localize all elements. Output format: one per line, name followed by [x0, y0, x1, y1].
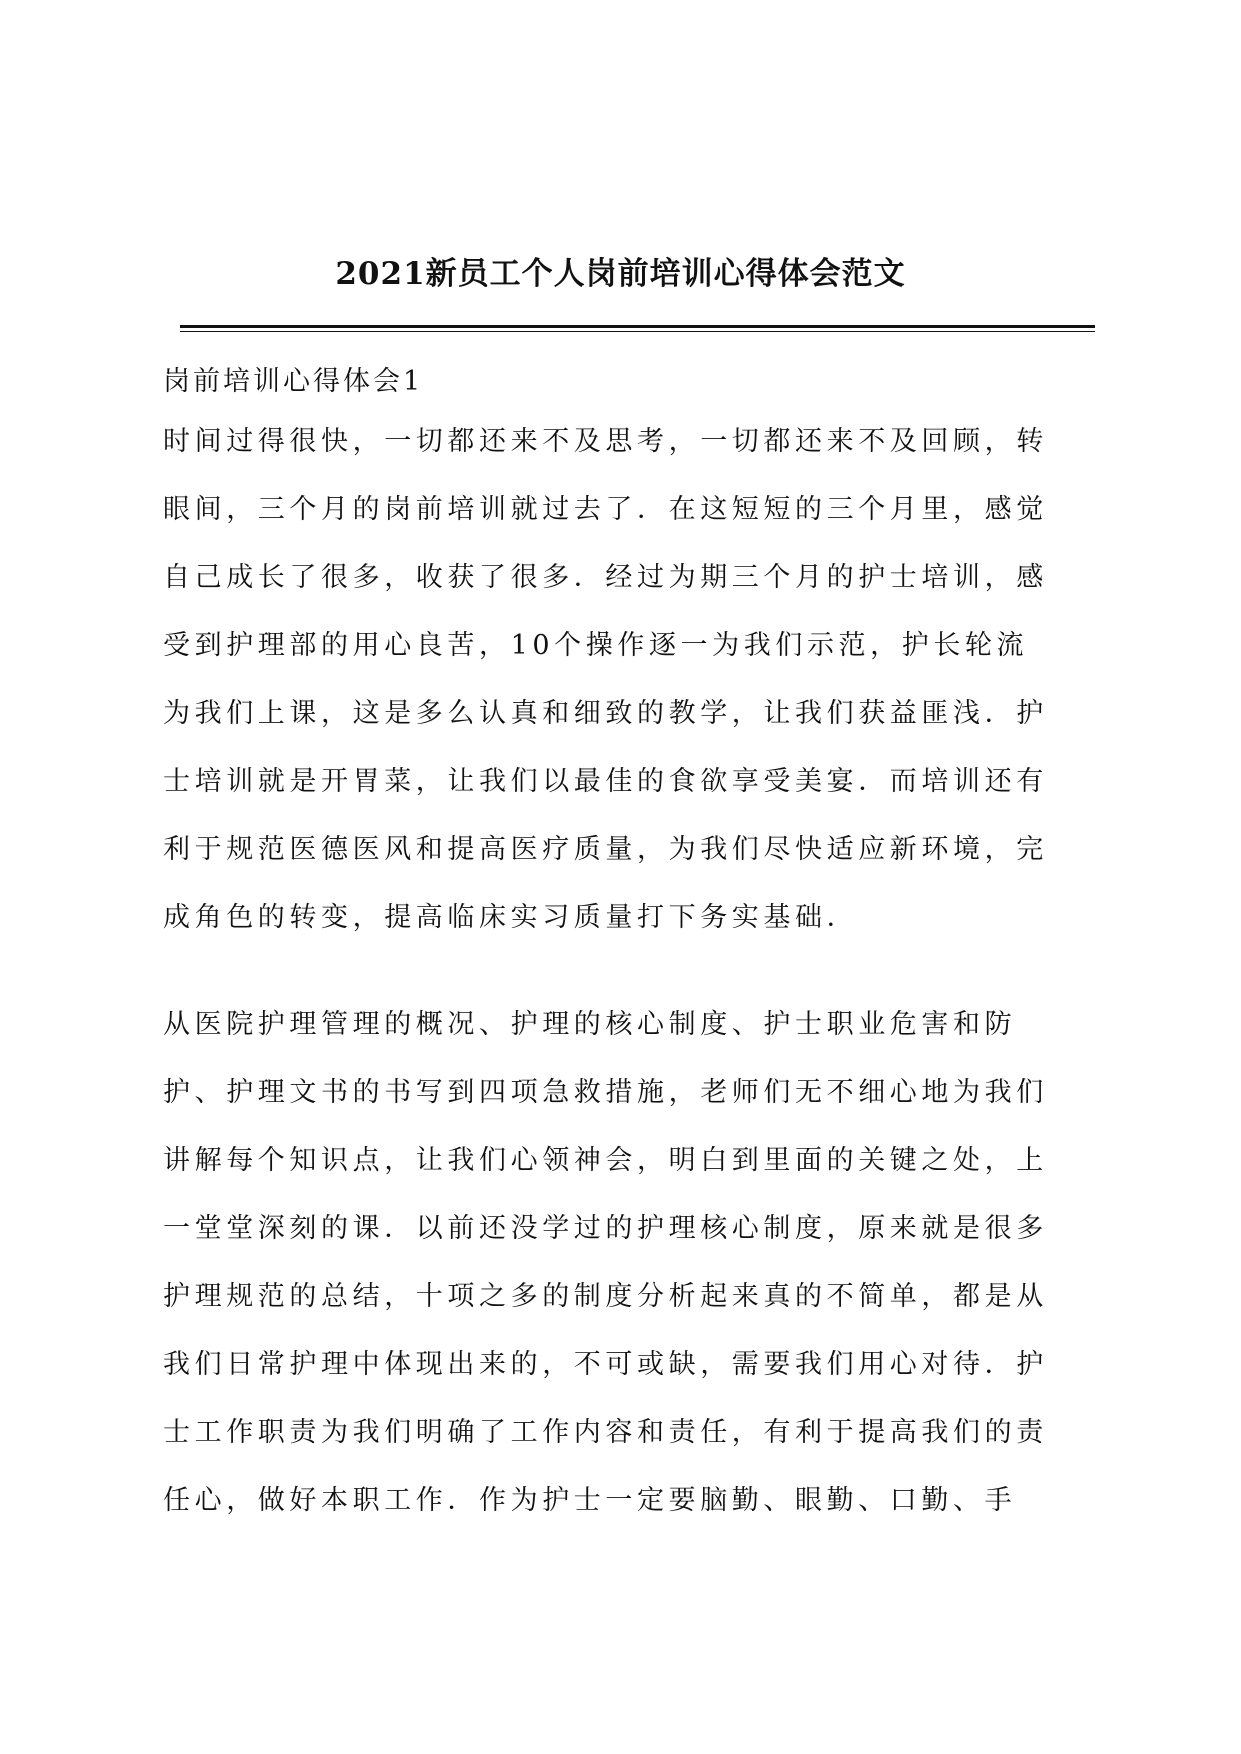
paragraph-line: 眼间，三个月的岗前培训就过去了．在这短短的三个月里，感觉 [163, 494, 1048, 525]
paragraph-line: 护、护理文书的书写到四项急救措施，老师们无不细心地为我们 [163, 1077, 1048, 1108]
paragraph-line: 受到护理部的用心良苦，10个操作逐一为我们示范，护长轮流 [163, 630, 1029, 661]
paragraph-line: 我们日常护理中体现出来的，不可或缺，需要我们用心对待．护 [163, 1349, 1048, 1380]
document-title: 2021新员工个人岗前培训心得体会范文 [335, 256, 906, 292]
paragraph-2 [163, 991, 1098, 1535]
paragraph-1 [163, 408, 1098, 952]
paragraph-line: 士培训就是开胃菜，让我们以最佳的食欲享受美宴．而培训还有 [163, 766, 1048, 797]
paragraph-line: 为我们上课，这是多么认真和细致的教学，让我们获益匪浅．护 [163, 698, 1048, 729]
paragraph-line: 自己成长了很多，收获了很多．经过为期三个月的护士培训，感 [163, 562, 1048, 593]
paragraph-line: 从医院护理管理的概况、护理的核心制度、护士职业危害和防 [163, 1009, 1017, 1040]
title-divider-thin [180, 331, 1095, 332]
section-heading: 岗前培训心得体会1 [163, 366, 424, 397]
paragraph-line: 成角色的转变，提高临床实习质量打下务实基础． [163, 902, 859, 933]
paragraph-line: 利于规范医德医风和提高医疗质量，为我们尽快适应新环境，完 [163, 834, 1048, 865]
paragraph-line: 时间过得很快，一切都还来不及思考，一切都还来不及回顾，转 [163, 426, 1048, 457]
paragraph-line: 士工作职责为我们明确了工作内容和责任，有利于提高我们的责 [163, 1417, 1048, 1448]
paragraph-line: 一堂堂深刻的课．以前还没学过的护理核心制度，原来就是很多 [163, 1213, 1048, 1244]
paragraph-line: 任心，做好本职工作．作为护士一定要脑勤、眼勤、口勤、手 [163, 1485, 1017, 1516]
paragraph-line: 讲解每个知识点，让我们心领神会，明白到里面的关键之处，上 [163, 1145, 1048, 1176]
title-divider-thick [180, 325, 1095, 328]
paragraph-line: 护理规范的总结，十项之多的制度分析起来真的不简单，都是从 [163, 1281, 1048, 1312]
